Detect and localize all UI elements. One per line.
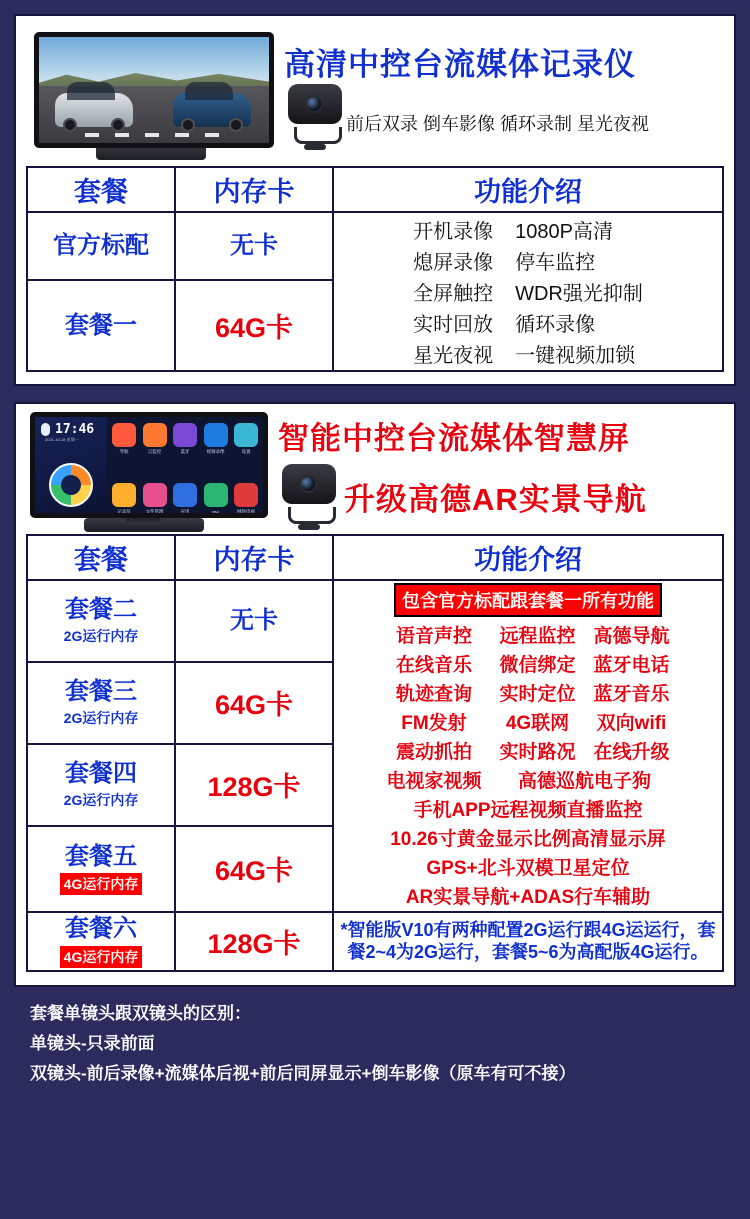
fm-icon[interactable] [204,483,228,515]
header-memory-card: 内存卡 [175,167,333,212]
highlight-line: GPS+北斗双模卫星定位 [426,858,630,879]
card-none: 无卡 [175,580,333,662]
card-128g: 128G卡 [175,744,333,826]
feature-item: 实时路况 [499,742,576,763]
feature-item: 停车监控 [515,252,596,274]
icon-label: 云监控 [147,449,162,454]
product-panel-smart [14,402,736,987]
package-ram: 2G运行内存 [63,627,139,644]
gallery-icon[interactable] [112,483,136,514]
navigation-icon[interactable] [112,423,136,454]
card-64g: 64G卡 [175,662,333,744]
product-panel-basic [14,14,736,386]
feature-item: WDR强光抑制 [515,283,643,305]
table-header-row [27,167,723,212]
card-128g: 128G卡 [175,912,333,971]
settings-icon[interactable] [234,423,258,454]
product1-subtitle: 前后双录 倒车影像 循环录制 星光夜视 [346,113,650,134]
package-two-cell [27,580,175,662]
screen-date: 2021-10-18 星期一 [45,437,79,442]
highlight-line: AR实景导航+ADAS行车辅助 [405,887,651,908]
card-64g: 64G卡 [175,826,333,912]
rear-camera-icon [284,84,346,150]
dashcam-screen-icon [34,32,274,148]
product1-spec-table [26,166,724,372]
tv-icon[interactable] [234,483,258,514]
header-features: 功能介绍 [333,535,723,580]
product2-note: *智能版V10有两种配置2G运行跟4G运运行，套餐2~4为2G运行，套餐5~6为高配版4G运行。 [333,912,723,971]
header-package: 套餐 [27,535,175,580]
package-name: 套餐六 [65,915,137,942]
icon-label: 导航 [119,449,129,454]
header-features: 功能介绍 [333,167,723,212]
icon-label: 蓝牙 [180,449,190,454]
footer-line-1: 套餐单镜头跟双镜头的区别： [30,1004,251,1023]
package-one: 套餐一 [27,280,175,371]
product2-hero [16,404,734,534]
smart-screen-icon [30,412,268,518]
video-record-icon[interactable] [204,423,228,454]
table-row [27,212,723,280]
footer-line-2: 单镜头-只录前面 [30,1033,155,1053]
feature-item: 轨迹查询 [395,684,472,705]
apps-icon[interactable] [173,483,197,514]
feature-item: 高德巡航电子狗 [517,771,651,792]
product2-text [272,413,724,530]
feature-item: 震动抓拍 [395,742,472,763]
package-name: 套餐四 [65,759,137,787]
package-six-cell [27,912,175,971]
feature-item: 电视家视频 [386,771,482,792]
icon-label: 设置 [241,449,251,454]
product2-title-line2: 升级高德AR实景导航 [344,482,647,517]
feature-item: 全屏触控 [413,283,494,305]
feature-item: 1080P高清 [515,221,613,243]
feature-item: 实时定位 [499,684,576,705]
feature-item: 4G联网 [505,713,570,734]
card-none: 无卡 [175,212,333,280]
rear-camera-icon [278,464,340,530]
feature-item: 在线升级 [593,742,670,763]
header-memory-card: 内存卡 [175,535,333,580]
product1-feature-cell [333,212,723,371]
icon-label: 应用 [180,509,190,514]
table-row [27,580,723,662]
package-name: 套餐五 [65,842,137,870]
feature-item: 语音声控 [395,626,472,647]
icon-label: 文件管理 [145,509,164,514]
feature-item: 星光夜视 [413,345,494,367]
package-ram: 2G运行内存 [63,709,139,726]
feature-item: 高德导航 [593,626,670,647]
highlight-line: 手机APP远程视频直播监控 [413,800,643,821]
package-four-cell [27,744,175,826]
package-ram-highlight: 4G运行内存 [60,873,143,895]
table-header-row [27,535,723,580]
product1-title: 高清中控台流媒体记录仪 [284,46,636,82]
product1-text [278,39,724,150]
package-three-cell [27,662,175,744]
highlight-line: 10.26寸黄金显示比例高清显示屏 [390,829,666,850]
feature-item: 开机录像 [413,221,494,243]
feature-item: 实时回放 [413,314,494,336]
footer-line-3: 双镜头-前后录像+流媒体后视+前后同屏显示+倒车影像（原车有可不接） [30,1063,576,1083]
product2-title-line1: 智能中控台流媒体智慧屏 [278,420,630,456]
package-name: 套餐三 [65,678,137,706]
bluetooth-icon[interactable] [173,423,197,454]
package-name: 套餐二 [65,596,137,624]
header-package: 套餐 [27,167,175,212]
feature-item: 微信绑定 [499,655,576,676]
feature-item: 熄屏录像 [413,252,494,274]
package-five-cell [27,826,175,912]
feature-item: 在线音乐 [395,655,472,676]
feature-item: 远程监控 [499,626,576,647]
package-ram: 2G运行内存 [63,791,139,808]
table-row [27,912,723,971]
product2-feature-cell [333,580,723,912]
feature-item: 蓝牙音乐 [593,684,670,705]
feature-item: 一键视频加锁 [515,345,636,367]
icon-label: 记录仪 [117,509,131,514]
feature-banner: 包含官方标配跟套餐一所有功能 [394,583,662,617]
feature-item: 蓝牙电话 [593,655,670,676]
product2-spec-table [26,534,724,972]
feature-item: 双向wifi [596,713,667,734]
dashcam-device-image [26,28,278,160]
icon-label: 网络电视 [237,509,255,514]
package-official: 官方标配 [27,212,175,280]
feature-item: FM发射 [401,713,467,734]
card-64g: 64G卡 [175,280,333,371]
icon-label: FM [212,510,219,515]
screen-clock: 17:46 [55,422,95,437]
microphone-icon [41,423,50,436]
package-ram-highlight: 4G运行内存 [60,946,143,968]
cloud-monitor-icon[interactable] [143,423,167,454]
compass-dial-icon [49,463,93,507]
feature-item: 循环录像 [515,314,596,336]
smart-screen-device-image [22,410,272,532]
product1-hero [16,16,734,166]
icon-label: 视频录像 [206,449,225,454]
footer-notes [14,987,736,1088]
file-manager-icon[interactable] [143,483,167,514]
